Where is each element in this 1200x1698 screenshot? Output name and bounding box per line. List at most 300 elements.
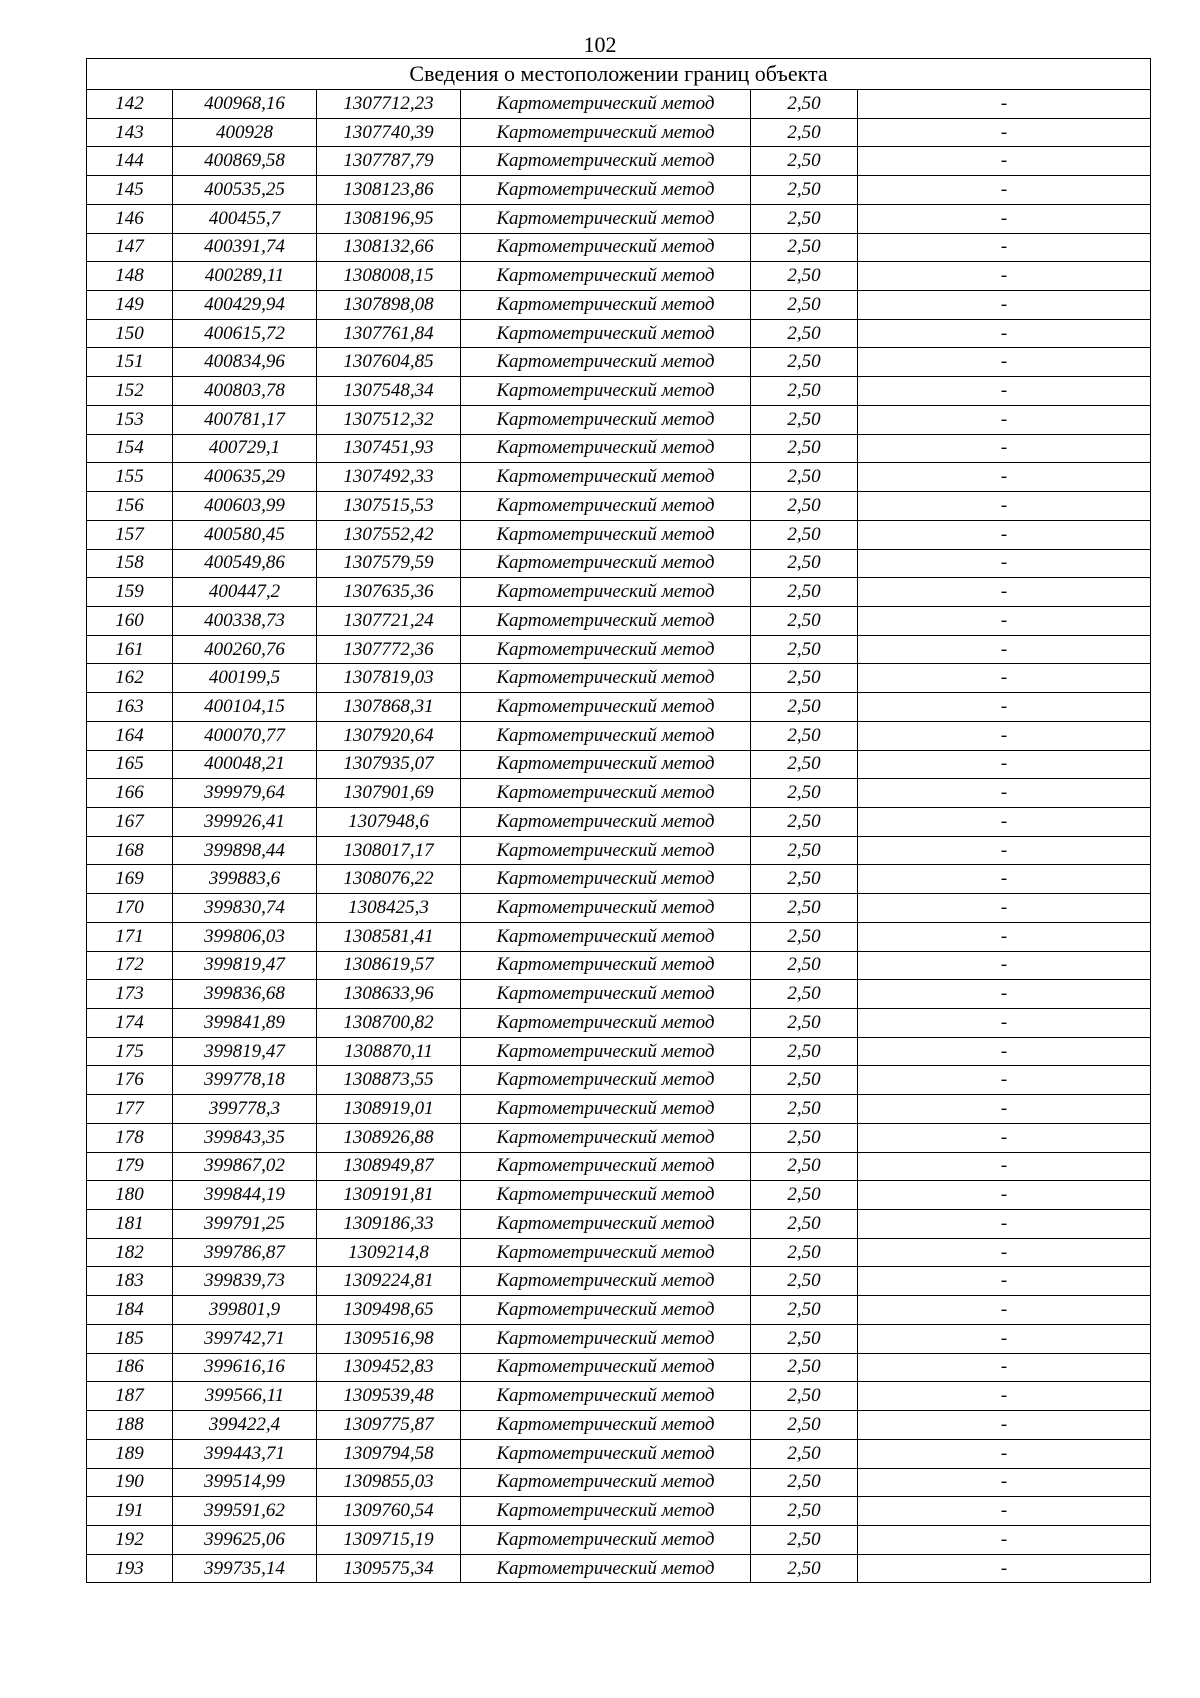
table-body xyxy=(87,59,1151,1583)
accuracy-cell: 2,50 xyxy=(751,1152,858,1181)
table-row xyxy=(87,606,1151,635)
table-row xyxy=(87,1525,1151,1554)
method-cell: Картометрический метод xyxy=(461,1554,751,1583)
x-coordinate-cell: 400781,17 xyxy=(173,405,317,434)
point-number-cell: 150 xyxy=(87,319,173,348)
y-coordinate-cell: 1308700,82 xyxy=(317,1009,461,1038)
x-coordinate-cell: 400615,72 xyxy=(173,319,317,348)
description-cell: - xyxy=(858,1152,1151,1181)
x-coordinate-cell: 399819,47 xyxy=(173,1037,317,1066)
description-cell: - xyxy=(858,204,1151,233)
y-coordinate-cell: 1309516,98 xyxy=(317,1324,461,1353)
accuracy-cell: 2,50 xyxy=(751,606,858,635)
point-number-cell: 164 xyxy=(87,721,173,750)
point-number-cell: 175 xyxy=(87,1037,173,1066)
description-cell: - xyxy=(858,1497,1151,1526)
y-coordinate-cell: 1308008,15 xyxy=(317,262,461,291)
accuracy-cell: 2,50 xyxy=(751,549,858,578)
description-cell: - xyxy=(858,1353,1151,1382)
y-coordinate-cell: 1307898,08 xyxy=(317,291,461,320)
x-coordinate-cell: 399616,16 xyxy=(173,1353,317,1382)
method-cell: Картометрический метод xyxy=(461,348,751,377)
method-cell: Картометрический метод xyxy=(461,262,751,291)
y-coordinate-cell: 1309224,81 xyxy=(317,1267,461,1296)
description-cell: - xyxy=(858,1095,1151,1124)
accuracy-cell: 2,50 xyxy=(751,405,858,434)
description-cell: - xyxy=(858,233,1151,262)
table-row xyxy=(87,405,1151,434)
method-cell: Картометрический метод xyxy=(461,1324,751,1353)
method-cell: Картометрический метод xyxy=(461,721,751,750)
y-coordinate-cell: 1309498,65 xyxy=(317,1296,461,1325)
boundary-coordinates-table xyxy=(86,58,1151,1583)
description-cell: - xyxy=(858,779,1151,808)
x-coordinate-cell: 399443,71 xyxy=(173,1439,317,1468)
y-coordinate-cell: 1309775,87 xyxy=(317,1411,461,1440)
table-row xyxy=(87,721,1151,750)
accuracy-cell: 2,50 xyxy=(751,291,858,320)
description-cell: - xyxy=(858,1525,1151,1554)
point-number-cell: 182 xyxy=(87,1238,173,1267)
accuracy-cell: 2,50 xyxy=(751,1037,858,1066)
accuracy-cell: 2,50 xyxy=(751,1066,858,1095)
method-cell: Картометрический метод xyxy=(461,1296,751,1325)
table-row xyxy=(87,1411,1151,1440)
method-cell: Картометрический метод xyxy=(461,578,751,607)
accuracy-cell: 2,50 xyxy=(751,1554,858,1583)
description-cell: - xyxy=(858,1324,1151,1353)
accuracy-cell: 2,50 xyxy=(751,434,858,463)
method-cell: Картометрический метод xyxy=(461,693,751,722)
x-coordinate-cell: 400729,1 xyxy=(173,434,317,463)
point-number-cell: 157 xyxy=(87,520,173,549)
method-cell: Картометрический метод xyxy=(461,1095,751,1124)
table-row xyxy=(87,1382,1151,1411)
point-number-cell: 152 xyxy=(87,377,173,406)
x-coordinate-cell: 400549,86 xyxy=(173,549,317,578)
method-cell: Картометрический метод xyxy=(461,1525,751,1554)
table-row xyxy=(87,377,1151,406)
method-cell: Картометрический метод xyxy=(461,405,751,434)
table-row xyxy=(87,1238,1151,1267)
y-coordinate-cell: 1308123,86 xyxy=(317,176,461,205)
point-number-cell: 189 xyxy=(87,1439,173,1468)
point-number-cell: 190 xyxy=(87,1468,173,1497)
y-coordinate-cell: 1308633,96 xyxy=(317,980,461,1009)
accuracy-cell: 2,50 xyxy=(751,664,858,693)
method-cell: Картометрический метод xyxy=(461,291,751,320)
table-row xyxy=(87,635,1151,664)
y-coordinate-cell: 1307512,32 xyxy=(317,405,461,434)
point-number-cell: 181 xyxy=(87,1210,173,1239)
point-number-cell: 180 xyxy=(87,1181,173,1210)
table-row xyxy=(87,147,1151,176)
description-cell: - xyxy=(858,348,1151,377)
y-coordinate-cell: 1308581,41 xyxy=(317,922,461,951)
y-coordinate-cell: 1309760,54 xyxy=(317,1497,461,1526)
x-coordinate-cell: 399422,4 xyxy=(173,1411,317,1440)
accuracy-cell: 2,50 xyxy=(751,1525,858,1554)
point-number-cell: 187 xyxy=(87,1382,173,1411)
description-cell: - xyxy=(858,90,1151,119)
x-coordinate-cell: 400603,99 xyxy=(173,492,317,521)
table-row xyxy=(87,922,1151,951)
accuracy-cell: 2,50 xyxy=(751,894,858,923)
point-number-cell: 172 xyxy=(87,951,173,980)
method-cell: Картометрический метод xyxy=(461,1497,751,1526)
description-cell: - xyxy=(858,635,1151,664)
table-title: Сведения о местоположении границ объекта xyxy=(87,59,1151,90)
table-row xyxy=(87,549,1151,578)
y-coordinate-cell: 1309214,8 xyxy=(317,1238,461,1267)
accuracy-cell: 2,50 xyxy=(751,1009,858,1038)
point-number-cell: 163 xyxy=(87,693,173,722)
table-row xyxy=(87,807,1151,836)
description-cell: - xyxy=(858,721,1151,750)
description-cell: - xyxy=(858,1123,1151,1152)
x-coordinate-cell: 399979,64 xyxy=(173,779,317,808)
point-number-cell: 165 xyxy=(87,750,173,779)
accuracy-cell: 2,50 xyxy=(751,1353,858,1382)
accuracy-cell: 2,50 xyxy=(751,693,858,722)
y-coordinate-cell: 1308949,87 xyxy=(317,1152,461,1181)
point-number-cell: 191 xyxy=(87,1497,173,1526)
x-coordinate-cell: 399566,11 xyxy=(173,1382,317,1411)
accuracy-cell: 2,50 xyxy=(751,118,858,147)
table-row xyxy=(87,750,1151,779)
point-number-cell: 149 xyxy=(87,291,173,320)
accuracy-cell: 2,50 xyxy=(751,635,858,664)
point-number-cell: 147 xyxy=(87,233,173,262)
description-cell: - xyxy=(858,807,1151,836)
point-number-cell: 171 xyxy=(87,922,173,951)
method-cell: Картометрический метод xyxy=(461,1411,751,1440)
table-row xyxy=(87,1468,1151,1497)
description-cell: - xyxy=(858,1554,1151,1583)
accuracy-cell: 2,50 xyxy=(751,1382,858,1411)
method-cell: Картометрический метод xyxy=(461,750,751,779)
y-coordinate-cell: 1308619,57 xyxy=(317,951,461,980)
y-coordinate-cell: 1307579,59 xyxy=(317,549,461,578)
accuracy-cell: 2,50 xyxy=(751,750,858,779)
x-coordinate-cell: 400968,16 xyxy=(173,90,317,119)
description-cell: - xyxy=(858,1267,1151,1296)
method-cell: Картометрический метод xyxy=(461,1267,751,1296)
accuracy-cell: 2,50 xyxy=(751,578,858,607)
table-row xyxy=(87,463,1151,492)
accuracy-cell: 2,50 xyxy=(751,204,858,233)
point-number-cell: 193 xyxy=(87,1554,173,1583)
accuracy-cell: 2,50 xyxy=(751,1439,858,1468)
y-coordinate-cell: 1307721,24 xyxy=(317,606,461,635)
x-coordinate-cell: 399836,68 xyxy=(173,980,317,1009)
accuracy-cell: 2,50 xyxy=(751,1497,858,1526)
y-coordinate-cell: 1307868,31 xyxy=(317,693,461,722)
point-number-cell: 183 xyxy=(87,1267,173,1296)
point-number-cell: 177 xyxy=(87,1095,173,1124)
method-cell: Картометрический метод xyxy=(461,319,751,348)
accuracy-cell: 2,50 xyxy=(751,1238,858,1267)
point-number-cell: 142 xyxy=(87,90,173,119)
description-cell: - xyxy=(858,291,1151,320)
x-coordinate-cell: 400199,5 xyxy=(173,664,317,693)
y-coordinate-cell: 1307935,07 xyxy=(317,750,461,779)
x-coordinate-cell: 400834,96 xyxy=(173,348,317,377)
x-coordinate-cell: 399898,44 xyxy=(173,836,317,865)
table-row xyxy=(87,1353,1151,1382)
x-coordinate-cell: 400455,7 xyxy=(173,204,317,233)
x-coordinate-cell: 400928 xyxy=(173,118,317,147)
x-coordinate-cell: 399844,19 xyxy=(173,1181,317,1210)
x-coordinate-cell: 399735,14 xyxy=(173,1554,317,1583)
page-number: 102 xyxy=(583,32,617,57)
point-number-cell: 188 xyxy=(87,1411,173,1440)
method-cell: Картометрический метод xyxy=(461,1037,751,1066)
point-number-cell: 151 xyxy=(87,348,173,377)
accuracy-cell: 2,50 xyxy=(751,1210,858,1239)
accuracy-cell: 2,50 xyxy=(751,1267,858,1296)
x-coordinate-cell: 400535,25 xyxy=(173,176,317,205)
point-number-cell: 144 xyxy=(87,147,173,176)
table-row xyxy=(87,1497,1151,1526)
method-cell: Картометрический метод xyxy=(461,492,751,521)
description-cell: - xyxy=(858,1296,1151,1325)
table-row xyxy=(87,118,1151,147)
method-cell: Картометрический метод xyxy=(461,1066,751,1095)
x-coordinate-cell: 399514,99 xyxy=(173,1468,317,1497)
x-coordinate-cell: 400338,73 xyxy=(173,606,317,635)
point-number-cell: 173 xyxy=(87,980,173,1009)
y-coordinate-cell: 1307740,39 xyxy=(317,118,461,147)
description-cell: - xyxy=(858,980,1151,1009)
accuracy-cell: 2,50 xyxy=(751,90,858,119)
x-coordinate-cell: 400869,58 xyxy=(173,147,317,176)
method-cell: Картометрический метод xyxy=(461,1210,751,1239)
table-row xyxy=(87,233,1151,262)
y-coordinate-cell: 1308926,88 xyxy=(317,1123,461,1152)
description-cell: - xyxy=(858,664,1151,693)
y-coordinate-cell: 1307787,79 xyxy=(317,147,461,176)
table-row xyxy=(87,1296,1151,1325)
description-cell: - xyxy=(858,1210,1151,1239)
point-number-cell: 179 xyxy=(87,1152,173,1181)
table-row xyxy=(87,492,1151,521)
y-coordinate-cell: 1308425,3 xyxy=(317,894,461,923)
accuracy-cell: 2,50 xyxy=(751,147,858,176)
y-coordinate-cell: 1307604,85 xyxy=(317,348,461,377)
description-cell: - xyxy=(858,434,1151,463)
x-coordinate-cell: 400429,94 xyxy=(173,291,317,320)
y-coordinate-cell: 1307901,69 xyxy=(317,779,461,808)
x-coordinate-cell: 399806,03 xyxy=(173,922,317,951)
method-cell: Картометрический метод xyxy=(461,204,751,233)
table-row xyxy=(87,1123,1151,1152)
description-cell: - xyxy=(858,951,1151,980)
table-row xyxy=(87,1210,1151,1239)
description-cell: - xyxy=(858,1181,1151,1210)
method-cell: Картометрический метод xyxy=(461,377,751,406)
y-coordinate-cell: 1309186,33 xyxy=(317,1210,461,1239)
table-row xyxy=(87,693,1151,722)
accuracy-cell: 2,50 xyxy=(751,980,858,1009)
y-coordinate-cell: 1309539,48 xyxy=(317,1382,461,1411)
accuracy-cell: 2,50 xyxy=(751,836,858,865)
point-number-cell: 154 xyxy=(87,434,173,463)
point-number-cell: 186 xyxy=(87,1353,173,1382)
description-cell: - xyxy=(858,1382,1151,1411)
table-row xyxy=(87,291,1151,320)
y-coordinate-cell: 1307772,36 xyxy=(317,635,461,664)
description-cell: - xyxy=(858,1009,1151,1038)
method-cell: Картометрический метод xyxy=(461,434,751,463)
description-cell: - xyxy=(858,147,1151,176)
y-coordinate-cell: 1308870,11 xyxy=(317,1037,461,1066)
x-coordinate-cell: 400580,45 xyxy=(173,520,317,549)
method-cell: Картометрический метод xyxy=(461,147,751,176)
method-cell: Картометрический метод xyxy=(461,549,751,578)
accuracy-cell: 2,50 xyxy=(751,262,858,291)
accuracy-cell: 2,50 xyxy=(751,1123,858,1152)
point-number-cell: 158 xyxy=(87,549,173,578)
x-coordinate-cell: 399883,6 xyxy=(173,865,317,894)
point-number-cell: 170 xyxy=(87,894,173,923)
point-number-cell: 166 xyxy=(87,779,173,808)
table-row xyxy=(87,176,1151,205)
table-row xyxy=(87,1324,1151,1353)
description-cell: - xyxy=(858,405,1151,434)
description-cell: - xyxy=(858,1238,1151,1267)
y-coordinate-cell: 1308132,66 xyxy=(317,233,461,262)
point-number-cell: 146 xyxy=(87,204,173,233)
method-cell: Картометрический метод xyxy=(461,176,751,205)
description-cell: - xyxy=(858,1468,1151,1497)
method-cell: Картометрический метод xyxy=(461,635,751,664)
method-cell: Картометрический метод xyxy=(461,922,751,951)
method-cell: Картометрический метод xyxy=(461,463,751,492)
point-number-cell: 143 xyxy=(87,118,173,147)
point-number-cell: 153 xyxy=(87,405,173,434)
x-coordinate-cell: 399786,87 xyxy=(173,1238,317,1267)
method-cell: Картометрический метод xyxy=(461,865,751,894)
method-cell: Картометрический метод xyxy=(461,1382,751,1411)
y-coordinate-cell: 1308196,95 xyxy=(317,204,461,233)
table-row xyxy=(87,1095,1151,1124)
point-number-cell: 185 xyxy=(87,1324,173,1353)
x-coordinate-cell: 399591,62 xyxy=(173,1497,317,1526)
description-cell: - xyxy=(858,1411,1151,1440)
accuracy-cell: 2,50 xyxy=(751,492,858,521)
accuracy-cell: 2,50 xyxy=(751,1095,858,1124)
point-number-cell: 168 xyxy=(87,836,173,865)
y-coordinate-cell: 1307548,34 xyxy=(317,377,461,406)
x-coordinate-cell: 400104,15 xyxy=(173,693,317,722)
description-cell: - xyxy=(858,262,1151,291)
method-cell: Картометрический метод xyxy=(461,90,751,119)
accuracy-cell: 2,50 xyxy=(751,721,858,750)
y-coordinate-cell: 1307712,23 xyxy=(317,90,461,119)
method-cell: Картометрический метод xyxy=(461,520,751,549)
table-row xyxy=(87,894,1151,923)
method-cell: Картометрический метод xyxy=(461,118,751,147)
table-row xyxy=(87,865,1151,894)
table-row xyxy=(87,1439,1151,1468)
table-row xyxy=(87,980,1151,1009)
x-coordinate-cell: 400803,78 xyxy=(173,377,317,406)
table-row xyxy=(87,90,1151,119)
table-row xyxy=(87,1152,1151,1181)
description-cell: - xyxy=(858,463,1151,492)
y-coordinate-cell: 1307552,42 xyxy=(317,520,461,549)
x-coordinate-cell: 400391,74 xyxy=(173,233,317,262)
y-coordinate-cell: 1307819,03 xyxy=(317,664,461,693)
y-coordinate-cell: 1309855,03 xyxy=(317,1468,461,1497)
table-row xyxy=(87,520,1151,549)
y-coordinate-cell: 1307761,84 xyxy=(317,319,461,348)
method-cell: Картометрический метод xyxy=(461,233,751,262)
method-cell: Картометрический метод xyxy=(461,606,751,635)
point-number-cell: 159 xyxy=(87,578,173,607)
table-row xyxy=(87,1037,1151,1066)
accuracy-cell: 2,50 xyxy=(751,922,858,951)
description-cell: - xyxy=(858,865,1151,894)
y-coordinate-cell: 1307635,36 xyxy=(317,578,461,607)
table-header-row xyxy=(87,59,1151,90)
description-cell: - xyxy=(858,578,1151,607)
description-cell: - xyxy=(858,1037,1151,1066)
accuracy-cell: 2,50 xyxy=(751,779,858,808)
table-row xyxy=(87,319,1151,348)
method-cell: Картометрический метод xyxy=(461,1439,751,1468)
accuracy-cell: 2,50 xyxy=(751,520,858,549)
accuracy-cell: 2,50 xyxy=(751,319,858,348)
x-coordinate-cell: 400048,21 xyxy=(173,750,317,779)
method-cell: Картометрический метод xyxy=(461,664,751,693)
table-row xyxy=(87,348,1151,377)
method-cell: Картометрический метод xyxy=(461,1009,751,1038)
x-coordinate-cell: 399839,73 xyxy=(173,1267,317,1296)
method-cell: Картометрический метод xyxy=(461,807,751,836)
x-coordinate-cell: 399625,06 xyxy=(173,1525,317,1554)
point-number-cell: 160 xyxy=(87,606,173,635)
description-cell: - xyxy=(858,319,1151,348)
x-coordinate-cell: 400070,77 xyxy=(173,721,317,750)
accuracy-cell: 2,50 xyxy=(751,1324,858,1353)
accuracy-cell: 2,50 xyxy=(751,233,858,262)
x-coordinate-cell: 399843,35 xyxy=(173,1123,317,1152)
point-number-cell: 169 xyxy=(87,865,173,894)
x-coordinate-cell: 400447,2 xyxy=(173,578,317,607)
y-coordinate-cell: 1307920,64 xyxy=(317,721,461,750)
point-number-cell: 184 xyxy=(87,1296,173,1325)
y-coordinate-cell: 1309575,34 xyxy=(317,1554,461,1583)
x-coordinate-cell: 399841,89 xyxy=(173,1009,317,1038)
point-number-cell: 176 xyxy=(87,1066,173,1095)
point-number-cell: 167 xyxy=(87,807,173,836)
x-coordinate-cell: 399926,41 xyxy=(173,807,317,836)
method-cell: Картометрический метод xyxy=(461,1123,751,1152)
x-coordinate-cell: 399801,9 xyxy=(173,1296,317,1325)
x-coordinate-cell: 399791,25 xyxy=(173,1210,317,1239)
y-coordinate-cell: 1307948,6 xyxy=(317,807,461,836)
description-cell: - xyxy=(858,894,1151,923)
table-row xyxy=(87,204,1151,233)
y-coordinate-cell: 1308076,22 xyxy=(317,865,461,894)
method-cell: Картометрический метод xyxy=(461,1468,751,1497)
method-cell: Картометрический метод xyxy=(461,980,751,1009)
table-row xyxy=(87,664,1151,693)
point-number-cell: 155 xyxy=(87,463,173,492)
x-coordinate-cell: 400635,29 xyxy=(173,463,317,492)
